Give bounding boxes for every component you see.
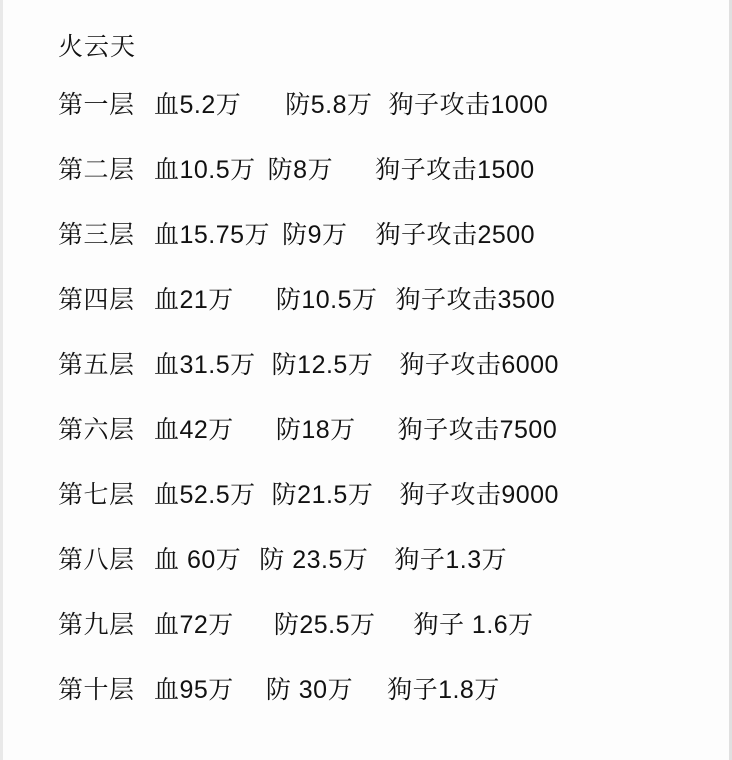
hp-value: 血31.5万 (154, 351, 256, 379)
defense-value: 防25.5万 (273, 611, 376, 639)
defense-value: 防18万 (275, 416, 356, 444)
attack-value: 狗子1.8万 (387, 676, 500, 704)
floor-label: 第二层 (58, 156, 135, 184)
attack-value: 狗子攻击1000 (388, 91, 549, 119)
defense-value: 防10.5万 (275, 286, 378, 314)
defense-value: 防12.5万 (271, 351, 374, 379)
attack-value: 狗子攻击7500 (397, 416, 558, 444)
hp-value: 血72万 (154, 611, 234, 639)
floor-stats-row (0, 285, 732, 350)
hp-value: 血95万 (154, 676, 234, 704)
floor-stats-row (0, 155, 732, 220)
attack-value: 狗子 1.6万 (413, 611, 534, 639)
page-left-edge (0, 0, 3, 760)
floor-label: 第三层 (58, 221, 135, 249)
floor-stats-row (0, 220, 732, 285)
attack-value: 狗子攻击1500 (375, 156, 535, 184)
hp-value: 血52.5万 (154, 481, 256, 509)
floor-label: 第七层 (58, 481, 135, 509)
floor-stats-row (0, 90, 732, 155)
defense-value: 防8万 (267, 156, 334, 184)
defense-value: 防21.5万 (271, 481, 374, 509)
defense-value: 防 23.5万 (259, 546, 369, 574)
floor-label: 第一层 (58, 91, 135, 119)
attack-value: 狗子攻击3500 (395, 286, 556, 314)
defense-value: 防5.8万 (285, 91, 373, 119)
floor-stats-row (0, 675, 732, 740)
floor-label: 第八层 (58, 546, 135, 574)
attack-value: 狗子1.3万 (394, 546, 508, 574)
floor-label: 第五层 (58, 351, 135, 379)
hp-value: 血5.2万 (154, 91, 242, 119)
floor-stats-row (0, 350, 732, 415)
hp-value: 血10.5万 (154, 156, 256, 184)
floor-stats-row (0, 415, 732, 480)
floor-label: 第四层 (58, 286, 135, 314)
floor-stats-list (0, 90, 732, 740)
page-title: 火云天 (58, 33, 137, 61)
hp-value: 血42万 (154, 416, 234, 444)
floor-stats-row (0, 545, 732, 610)
attack-value: 狗子攻击6000 (399, 351, 559, 379)
floor-label: 第六层 (58, 416, 135, 444)
attack-value: 狗子攻击2500 (375, 221, 536, 249)
hp-value: 血21万 (154, 286, 234, 314)
floor-stats-row (0, 480, 732, 545)
defense-value: 防 30万 (265, 676, 354, 704)
floor-label: 第十层 (58, 676, 135, 704)
hp-value: 血15.75万 (154, 221, 271, 249)
floor-stats-row (0, 610, 732, 675)
defense-value: 防9万 (282, 221, 348, 249)
attack-value: 狗子攻击9000 (399, 481, 559, 509)
hp-value: 血 60万 (154, 546, 242, 574)
floor-label: 第九层 (58, 611, 135, 639)
